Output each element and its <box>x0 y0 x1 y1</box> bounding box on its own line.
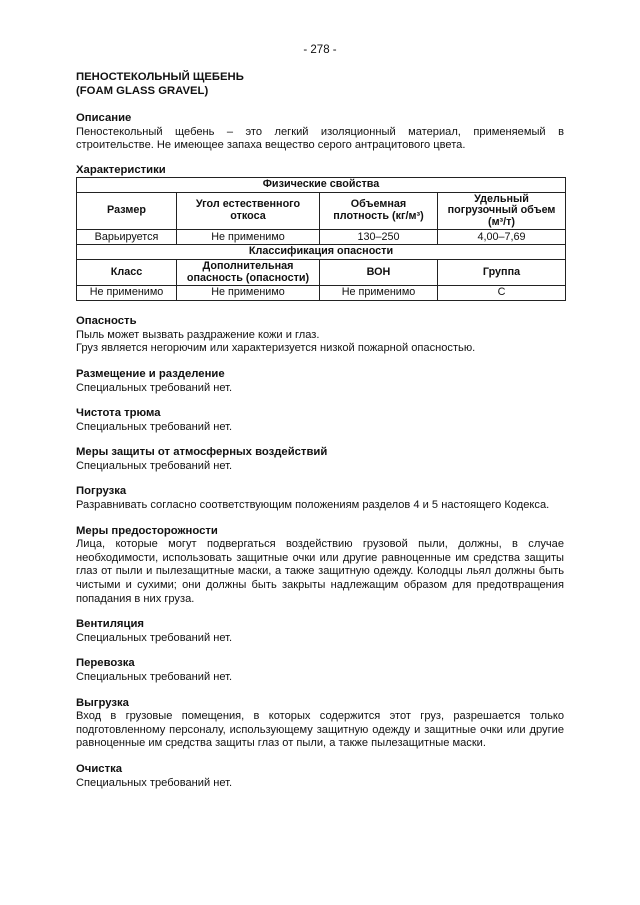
table-header-cell: Класс <box>77 259 177 285</box>
weather-precautions-section <box>76 446 564 473</box>
section-heading: Выгрузка <box>76 696 129 709</box>
section-text: Специальных требований нет. <box>76 420 233 433</box>
title-ru: ПЕНОСТЕКОЛЬНЫЙ ЩЕБЕНЬ <box>76 71 244 83</box>
table-cell: Не применимо <box>177 230 320 245</box>
discharge-section <box>76 697 564 751</box>
ventilation-section <box>76 618 564 645</box>
carriage-section <box>76 657 564 684</box>
hazard-classification-header: Классификация опасности <box>77 245 566 260</box>
table-header-cell: Группа <box>438 259 566 285</box>
page-number: - 278 - <box>303 44 337 56</box>
table-cell: C <box>438 286 566 301</box>
section-heading: Погрузка <box>76 485 127 498</box>
physical-properties-header: Физические свойства <box>77 177 566 192</box>
hazard-header-row <box>77 245 566 260</box>
section-text: Груз является негорючим или характеризуется низкой пожарной опасностью. <box>76 342 476 355</box>
table-cell: Варьируется <box>77 230 177 245</box>
table-cell: 4,00–7,69 <box>438 230 566 245</box>
section-text: Специальных требований нет. <box>76 671 233 683</box>
hazard-values-row <box>77 286 566 301</box>
section-text: Специальных требований нет. <box>76 631 233 644</box>
section-text: Вход в грузовые помещения, в которых содержится этот груз, разрешается только подготовленному персоналу, использующему защитную одежду и защитные очки или другие равноценные им средства защиты глаз от пыли, а также пылезащитные маски. <box>76 710 564 750</box>
section-text: Пыль может вызвать раздражение кожи и глаз. <box>76 328 320 341</box>
precautions-section <box>76 525 564 607</box>
hold-cleanliness-section <box>76 407 564 434</box>
table-header-cell: ВОН <box>320 259 438 285</box>
section-heading: Перевозка <box>76 657 135 670</box>
document-body <box>76 71 564 790</box>
section-text: Разравнивать согласно соответствующим положениям разделов 4 и 5 настоящего Кодекса. <box>76 499 550 512</box>
section-text: Специальных требований нет. <box>76 776 233 789</box>
section-text: Специальных требований нет. <box>76 381 233 394</box>
stowage-section <box>76 368 564 395</box>
section-heading: Размещение и разделение <box>76 367 225 380</box>
hazard-section <box>76 315 564 356</box>
description-section <box>76 112 564 153</box>
table-cell: 130–250 <box>320 230 438 245</box>
description-text: Пеностекольный щебень – это легкий изоляционный материал, применяемый в строительстве. Не имеющее запаха вещество серого антрацитового цвета. <box>76 125 564 152</box>
table-header-cell: Угол естественного откоса <box>177 192 320 230</box>
section-heading: Меры предосторожности <box>76 524 218 537</box>
table-header-cell: Дополнительная опасность (опасности) <box>177 259 320 285</box>
table-header-cell: Размер <box>77 192 177 230</box>
physical-columns-row <box>77 192 566 230</box>
section-text: Специальных требований нет. <box>76 459 233 472</box>
physical-header-row <box>77 177 566 192</box>
table-cell: Не применимо <box>177 286 320 301</box>
physical-values-row <box>77 230 566 245</box>
section-heading: Очистка <box>76 762 123 775</box>
table-header-cell: Удельный погрузочный объем (м³/т) <box>438 192 566 230</box>
section-text: Лица, которые могут подвергаться воздействию грузовой пыли, должны, в случае необходимости, использовать защитные очки или другие равноценные им средства защиты глаз от пыли и пылезащитные маски, а также защитную одежду. Колодцы льял должны быть чистыми и сухими; они должны быть закрыты надлежащим образом для предотвращения попадания в них груза. <box>76 538 564 605</box>
characteristics-heading: Характеристики <box>76 163 166 176</box>
section-heading: Вентиляция <box>76 618 144 631</box>
loading-section <box>76 485 564 512</box>
clean-up-section <box>76 763 564 790</box>
table-cell: Не применимо <box>320 286 438 301</box>
hazard-columns-row <box>77 259 566 285</box>
characteristics-table <box>76 177 566 301</box>
table-cell: Не применимо <box>77 286 177 301</box>
section-heading: Меры защиты от атмосферных воздействий <box>76 446 328 459</box>
description-heading: Описание <box>76 112 132 125</box>
section-heading: Чистота трюма <box>76 407 161 420</box>
title-en: (FOAM GLASS GRAVEL) <box>76 84 209 97</box>
table-header-cell: Объемная плотность (кг/м³) <box>320 192 438 230</box>
section-heading: Опасность <box>76 315 137 328</box>
